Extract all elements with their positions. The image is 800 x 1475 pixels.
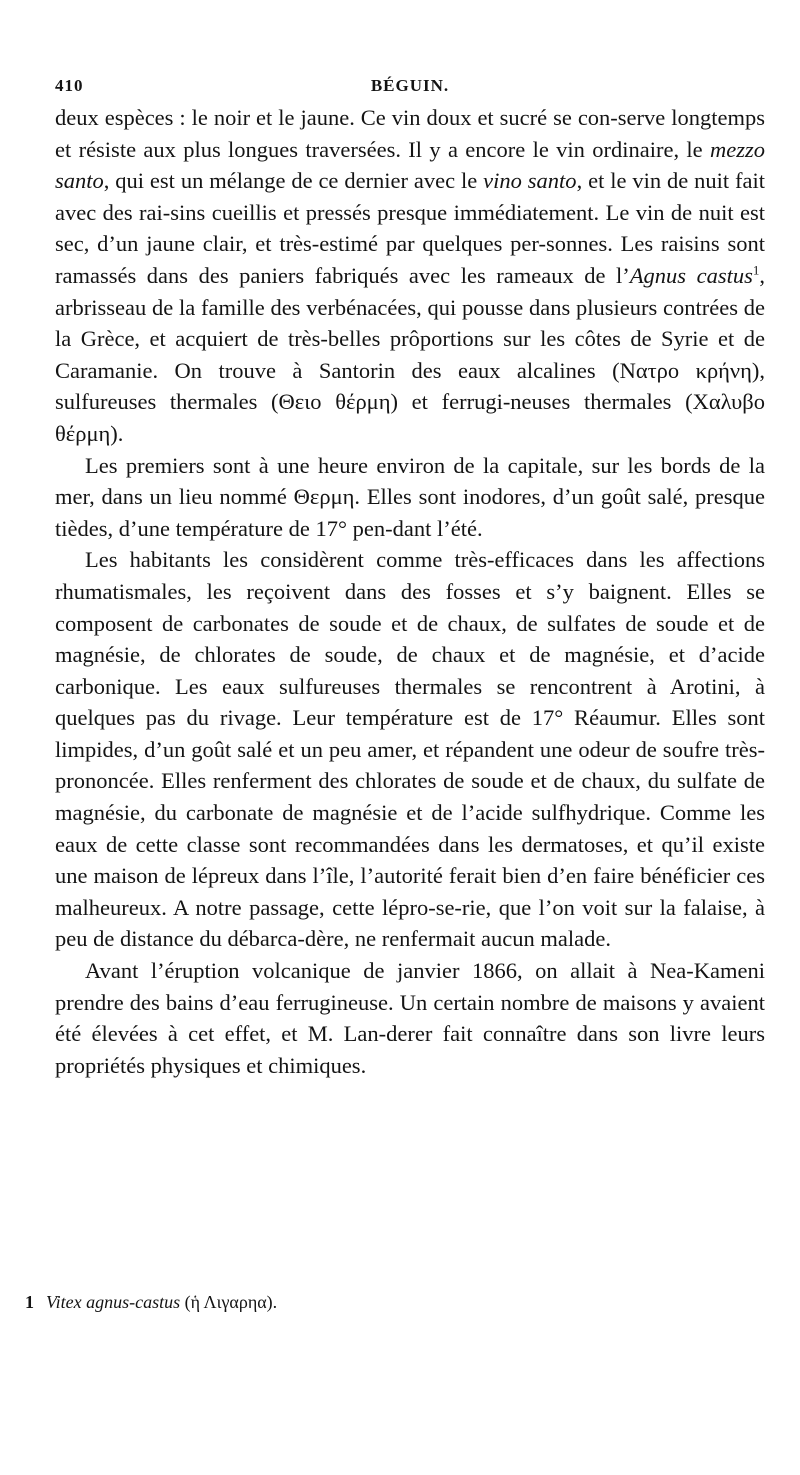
paragraph-4: Avant l’éruption volcanique de janvier 1866, on allait à Nea-Kameni prendre des bains d’eau ferrugineuse. Un certain nombre de maisons y avaient été élevées à cet effet, et M. Lan-derer fait connaître dans son livre leurs propriétés physiques et chimiques.	[55, 958, 765, 1078]
body-text	[55, 102, 765, 1081]
running-title: BÉGUIN.	[370, 76, 450, 95]
paragraph-1-text-d: , arbrisseau de la famille des verbénacées, qui pousse dans plusieurs contrées de la Grèce, et acquiert de très-belles prôportions sur les côtes de Syrie et de Caramanie. On trouve à Santorin des eaux alcalines (Νατρο κρήνη), sulfureuses thermales (Θειο θέρμη) et ferrugi-neuses thermales (Χαλυβο θέρμη).	[55, 262, 765, 446]
book-page	[55, 70, 765, 1081]
running-head	[55, 70, 765, 100]
paragraph-3: Les habitants les considèrent comme très-efficaces dans les affections rhumatismales, les reçoivent dans des fosses et s’y baignent. Elles se composent de carbonates de soude et de chaux, de sulfates de soude et de magnésie, de chlorates de soude, de chaux et de magnésie, et d’acide carbonique. Les eaux sulfureuses thermales se rencontrent à Arotini, à quelques pas du rivage. Leur température est de 17° Réaumur. Elles sont limpides, d’un goût salé et un peu amer, et répandent une odeur de soufre très-prononcée. Elles renferment des chlorates de soude et de chaux, du sulfate de magnésie, du carbonate de magnésie et de l’acide sulfhydrique. Comme les eaux de cette classe sont recommandées dans les dermatoses, et qu’il existe une maison de lépreux dans l’île, l’autorité ferait bien d’en faire bénéficier ces malheureux. A notre passage, cette lépro-se-rie, que l’on voit sur la falaise, à peu de distance du débarca-dère, ne renfermait aucun malade.	[55, 547, 765, 952]
footnote-species-name: Vitex agnus-castus	[46, 1292, 181, 1312]
italic-mezzo-santo: mezzo santo	[55, 136, 765, 194]
page-number: 410	[55, 76, 84, 95]
paragraph-2: Les premiers sont à une heure environ de la capitale, sur les bords de la mer, dans un lieu nommé Θερμη. Elles sont inodores, d’un goût salé, presque tièdes, d’une température de 17° pen-dant l’été.	[55, 452, 765, 541]
paragraph-1-text-c: , et le vin de nuit fait avec des rai-sins cueillis et pressés presque immédiatement. Le vin de nuit est sec, d’un jaune clair, et très-estimé par quelques per-sonnes. Les raisins sont ramassés dans des paniers fabriqués avec les rameaux de l’	[55, 168, 766, 288]
footnote-reference[interactable]: 1	[752, 262, 760, 278]
footnote-mark: 1	[25, 1292, 34, 1312]
paragraph-1-text-b: , qui est un mélange de ce dernier avec le	[103, 168, 484, 194]
paragraph-1-text-a: deux espèces : le noir et le jaune. Ce vin doux et sucré se con-serve longtemps et résiste aux plus longues traversées. Il y a encore le vin ordinaire, le	[55, 105, 765, 162]
footnote	[25, 1290, 625, 1314]
footnote-greek-name: (ἡ Λιγαρηα).	[180, 1292, 278, 1312]
italic-agnus-castus: Agnus castus	[629, 262, 753, 288]
italic-vino-santo: vino santo	[483, 168, 577, 194]
paragraph-1	[55, 102, 765, 450]
